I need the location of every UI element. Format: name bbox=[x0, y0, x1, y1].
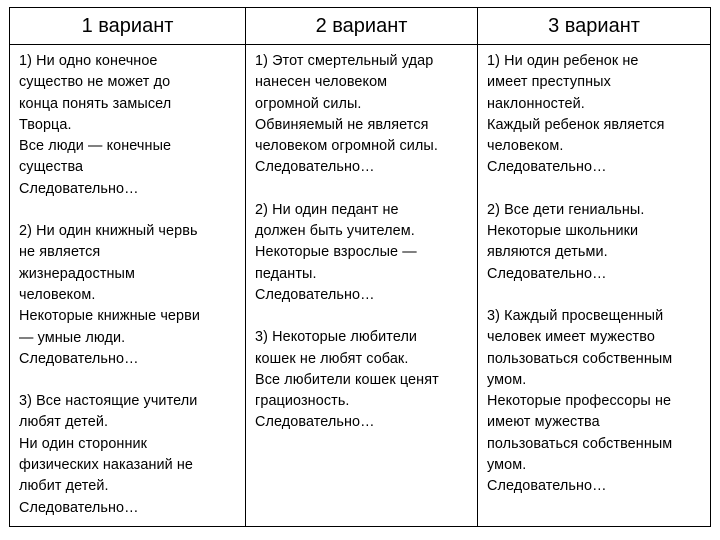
task-line: грациозность. bbox=[255, 393, 350, 410]
task-line: существа bbox=[19, 159, 84, 176]
task-line: человеком. bbox=[19, 286, 96, 303]
task-line: — умные люди. bbox=[19, 329, 126, 346]
header-row bbox=[10, 8, 711, 45]
task-line: Следовательно… bbox=[255, 286, 375, 303]
variant-1-task-3 bbox=[19, 391, 238, 519]
variant-3-cell bbox=[478, 45, 711, 527]
variant-2-cell bbox=[246, 45, 478, 527]
task-line: 1) Ни один ребенок не bbox=[487, 53, 639, 69]
task-line: должен быть учителем. bbox=[255, 223, 415, 240]
variant-3-task-2 bbox=[487, 200, 703, 285]
task-line: огромной силы. bbox=[255, 95, 362, 112]
variant-2-task-3 bbox=[255, 327, 470, 433]
task-line: 3) Все настоящие учители bbox=[19, 393, 198, 410]
column-header-variant-2: 2 вариант bbox=[246, 8, 478, 45]
content-row bbox=[10, 45, 711, 527]
variant-3-task-3 bbox=[487, 306, 703, 498]
task-line: кошек не любят собак. bbox=[255, 350, 409, 367]
task-line: педанты. bbox=[255, 265, 317, 282]
task-line: Следовательно… bbox=[19, 180, 139, 197]
task-line: пользоваться собственным bbox=[487, 350, 673, 367]
task-line: Каждый ребенок является bbox=[487, 116, 665, 133]
task-line: Все люди — конечные bbox=[19, 138, 172, 155]
task-line: являются детьми. bbox=[487, 244, 608, 261]
task-line: 3) Каждый просвещенный bbox=[487, 307, 664, 324]
task-line: Следовательно… bbox=[487, 478, 607, 495]
variant-2-task-2 bbox=[255, 200, 470, 306]
task-line: Некоторые взрослые — bbox=[255, 244, 417, 261]
column-header-variant-1: 1 вариант bbox=[10, 8, 246, 45]
task-line: Обвиняемый не является bbox=[255, 116, 429, 133]
task-line: 2) Ни один педант не bbox=[255, 201, 399, 218]
task-line: любит детей. bbox=[19, 478, 109, 495]
variant-1-task-2 bbox=[19, 221, 238, 370]
task-line: Следовательно… bbox=[19, 499, 139, 516]
task-line: физических наказаний не bbox=[19, 457, 194, 474]
task-line: Следовательно… bbox=[487, 265, 607, 282]
task-line: человек имеет мужество bbox=[487, 329, 655, 346]
task-line: Некоторые профессоры не bbox=[487, 393, 672, 410]
task-line: 1) Ни одно конечное bbox=[19, 53, 158, 69]
task-line: умом. bbox=[487, 457, 527, 474]
task-line: Все любители кошек ценят bbox=[255, 371, 439, 388]
task-line: нанесен человеком bbox=[255, 74, 388, 91]
task-line: имеют мужества bbox=[487, 414, 600, 431]
task-line: умом. bbox=[487, 371, 527, 388]
task-line: конца понять замысел bbox=[19, 95, 172, 112]
task-line: 2) Все дети гениальны. bbox=[487, 201, 645, 218]
task-line: Некоторые книжные черви bbox=[19, 308, 201, 325]
task-line: Ни один сторонник bbox=[19, 435, 148, 452]
column-header-variant-3: 3 вариант bbox=[478, 8, 711, 45]
task-line: человеком. bbox=[487, 138, 564, 155]
variant-1-task-1 bbox=[19, 51, 238, 200]
task-line: любят детей. bbox=[19, 414, 109, 431]
task-line: жизнерадостным bbox=[19, 265, 135, 282]
variant-2-task-1 bbox=[255, 51, 470, 179]
variant-3-task-1 bbox=[487, 51, 703, 179]
variant-1-cell bbox=[10, 45, 246, 527]
variants-table bbox=[9, 7, 711, 527]
task-line: Следовательно… bbox=[487, 159, 607, 176]
task-line: Некоторые школьники bbox=[487, 223, 639, 240]
task-line: не является bbox=[19, 244, 101, 261]
task-line: 3) Некоторые любители bbox=[255, 329, 418, 346]
task-line: 1) Этот смертельный удар bbox=[255, 53, 434, 69]
task-line: имеет преступных bbox=[487, 74, 611, 91]
task-line: пользоваться собственным bbox=[487, 435, 673, 452]
task-line: Следовательно… bbox=[255, 414, 375, 431]
task-line: существо не может до bbox=[19, 74, 171, 91]
task-line: человеком огромной силы. bbox=[255, 138, 438, 155]
task-line: Следовательно… bbox=[255, 159, 375, 176]
task-line: наклонностей. bbox=[487, 95, 585, 112]
task-line: Творца. bbox=[19, 116, 72, 133]
task-line: 2) Ни один книжный червь bbox=[19, 223, 198, 240]
task-line: Следовательно… bbox=[19, 350, 139, 367]
